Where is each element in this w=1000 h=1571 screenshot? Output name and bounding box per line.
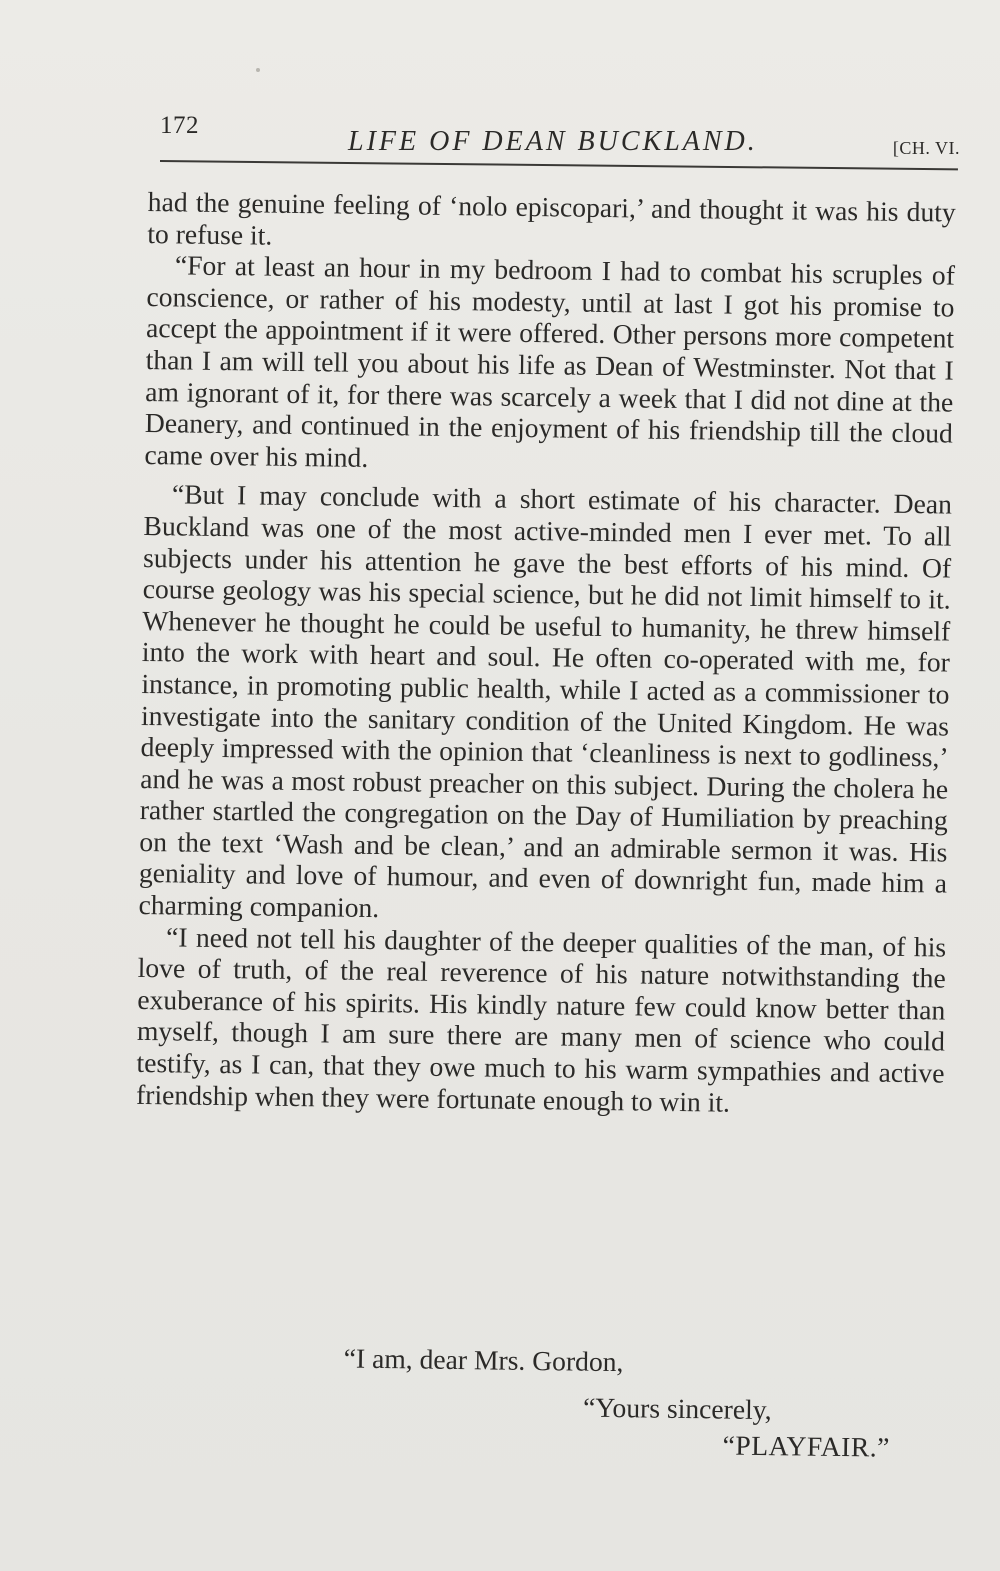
closing-valediction: “Yours sincerely, <box>582 1391 772 1426</box>
running-title: LIFE OF DEAN BUCKLAND. <box>348 126 758 157</box>
chapter-reference: [CH. VI. <box>892 138 960 158</box>
paragraph-deeper-qualities: “I need not tell his daughter of the deeper qualities of the man, of his love of truth, of the real reverence of his nature notwithstanding the exuberance of his spirits. His kindly nature few could know better than myself, though I am sure there are many men of science who could testify, as I can, that they owe much to his warm sympathies and active friendship when they were fortunate enough to win it. <box>135 920 947 1118</box>
header-rule <box>160 160 958 170</box>
paragraph-bedroom: “For at least an hour in my bedroom I had to combat his scruples of conscience, or rather of his modesty, until at last I got his promise to accept the appointment if it were offered. Other persons more competent than I am will tell you about his life as Dean of Westminster. Not that I am ignorant of it, for there was scarcely a week that I did not dine at the Deanery, and continued in the enjoyment of his friendship till the cloud came over his mind. <box>144 249 956 473</box>
page-header <box>160 112 960 158</box>
paragraph-continuation: had the genuine feeling of ‘nolo episcopari,’ and thought it was his duty to refuse it. <box>147 186 956 251</box>
closing-signature: “PLAYFAIR.” <box>722 1429 891 1463</box>
body-text <box>136 186 956 1121</box>
paragraph-character-estimate: “But I may conclude with a short estimate of his character. Dean Buckland was one of the most active-minded men I ever met. To all subjects under his attention he gave the best efforts of his mind. Of course geology was his special science, but he did not limit himself to it. Whenever he thought he could be useful to humanity, he threw himself into the work with heart and soul. He often co-operated with me, for instance, in promoting public health, while I acted as a commissioner to investigate into the sanitary condition of the United Kingdom. He was deeply impressed with the opinion that ‘cleanliness is next to godliness,’ and he was a most robust preacher on this subject. During the cholera he rather startled the congregation on the Day of Humiliation by preaching on the text ‘Wash and be clean,’ and an admirable sermon it was. His geniality and love of humour, and even of downright fun, made him a charming companion. <box>138 478 953 924</box>
page-number: 172 <box>160 112 199 139</box>
paper-speck <box>256 68 260 72</box>
closing-salutation: “I am, dear Mrs. Gordon, <box>343 1342 624 1378</box>
letter-closing <box>0 1338 1000 1471</box>
